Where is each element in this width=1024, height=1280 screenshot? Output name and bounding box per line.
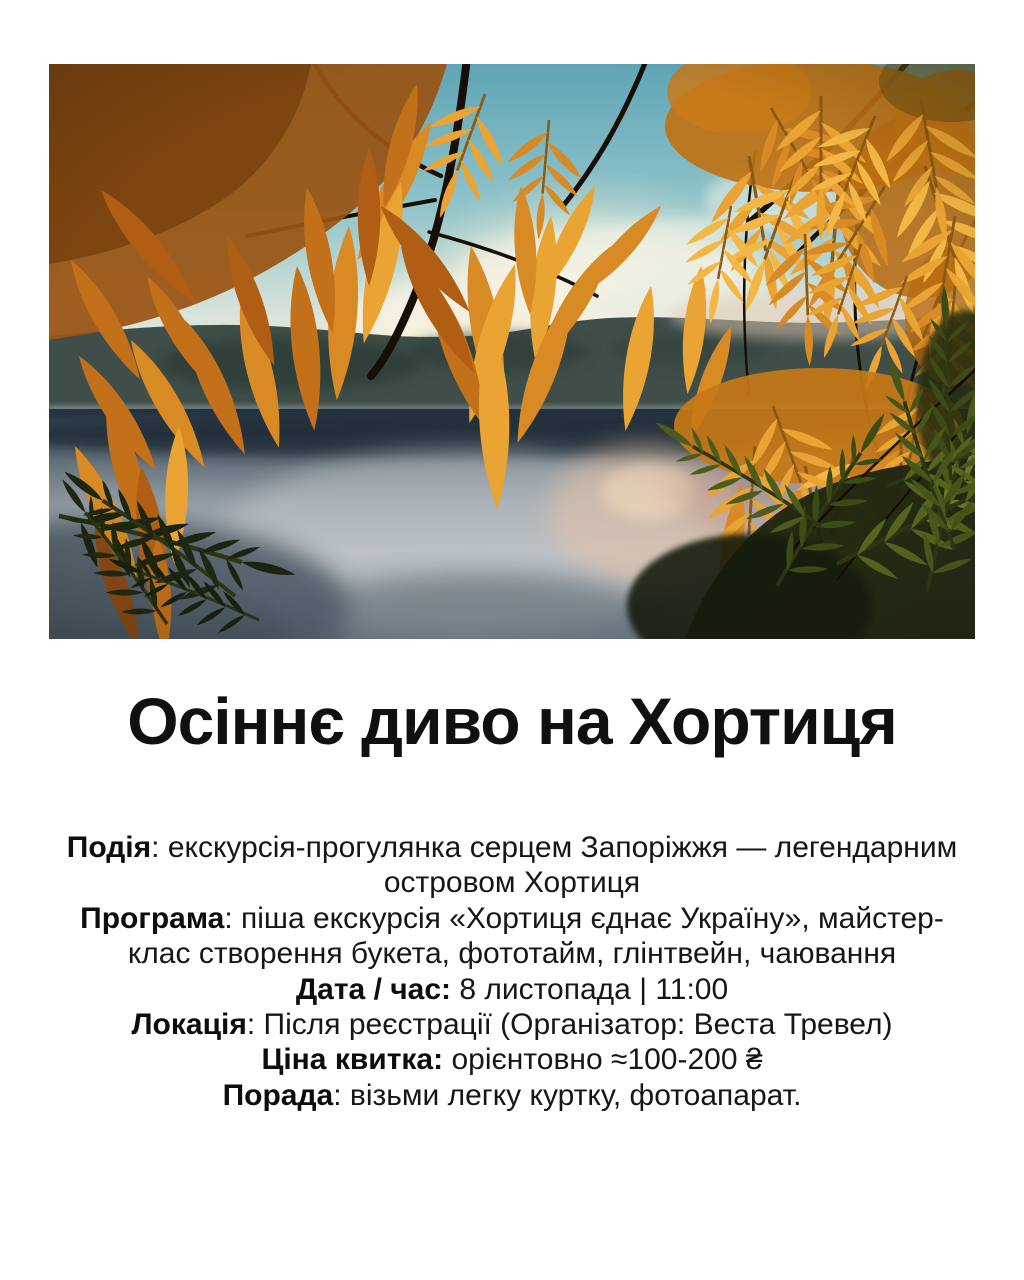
- page-title: Осіннє диво на Хортиця: [127, 684, 897, 758]
- detail-event-sep: :: [151, 831, 168, 864]
- event-details: [52, 830, 972, 1113]
- detail-datetime-text: 8 листопада | 11:00: [459, 972, 729, 1006]
- detail-price-label: Ціна квитка:: [261, 1043, 444, 1077]
- detail-advice: [52, 1078, 972, 1113]
- vignette: [49, 64, 975, 639]
- detail-price: [52, 1042, 972, 1077]
- detail-program-label: Програма: [80, 901, 225, 935]
- detail-price-text: орієнтовно ≈100-200 ₴: [451, 1043, 763, 1077]
- detail-location: [52, 1007, 972, 1042]
- event-photo: [49, 64, 975, 639]
- detail-datetime-label: Дата / час:: [295, 972, 452, 1006]
- detail-location-sep: :: [246, 1007, 264, 1041]
- detail-program: [52, 901, 972, 972]
- detail-program-sep: :: [224, 901, 241, 935]
- detail-event: [52, 830, 972, 901]
- detail-location-text: Після реєстрації (Організатор: Веста Тревел): [263, 1007, 893, 1041]
- detail-location-label: Локація: [131, 1007, 247, 1041]
- detail-advice-label: Порада: [222, 1078, 334, 1112]
- detail-event-label: Подія: [66, 831, 152, 864]
- detail-advice-sep: :: [333, 1078, 350, 1112]
- detail-advice-text: візьми легку куртку, фотоапарат.: [349, 1078, 802, 1112]
- detail-event-text: екскурсія-прогулянка серцем Запоріжжя — легендарним островом Хортиця: [167, 831, 958, 900]
- detail-program-text: піша екскурсія «Хортиця єднає Україну», майстер-клас створення букета, фототайм, глінтвейн, чаювання: [127, 901, 944, 971]
- autumn-river-illustration: [49, 64, 975, 639]
- detail-datetime: [52, 972, 972, 1007]
